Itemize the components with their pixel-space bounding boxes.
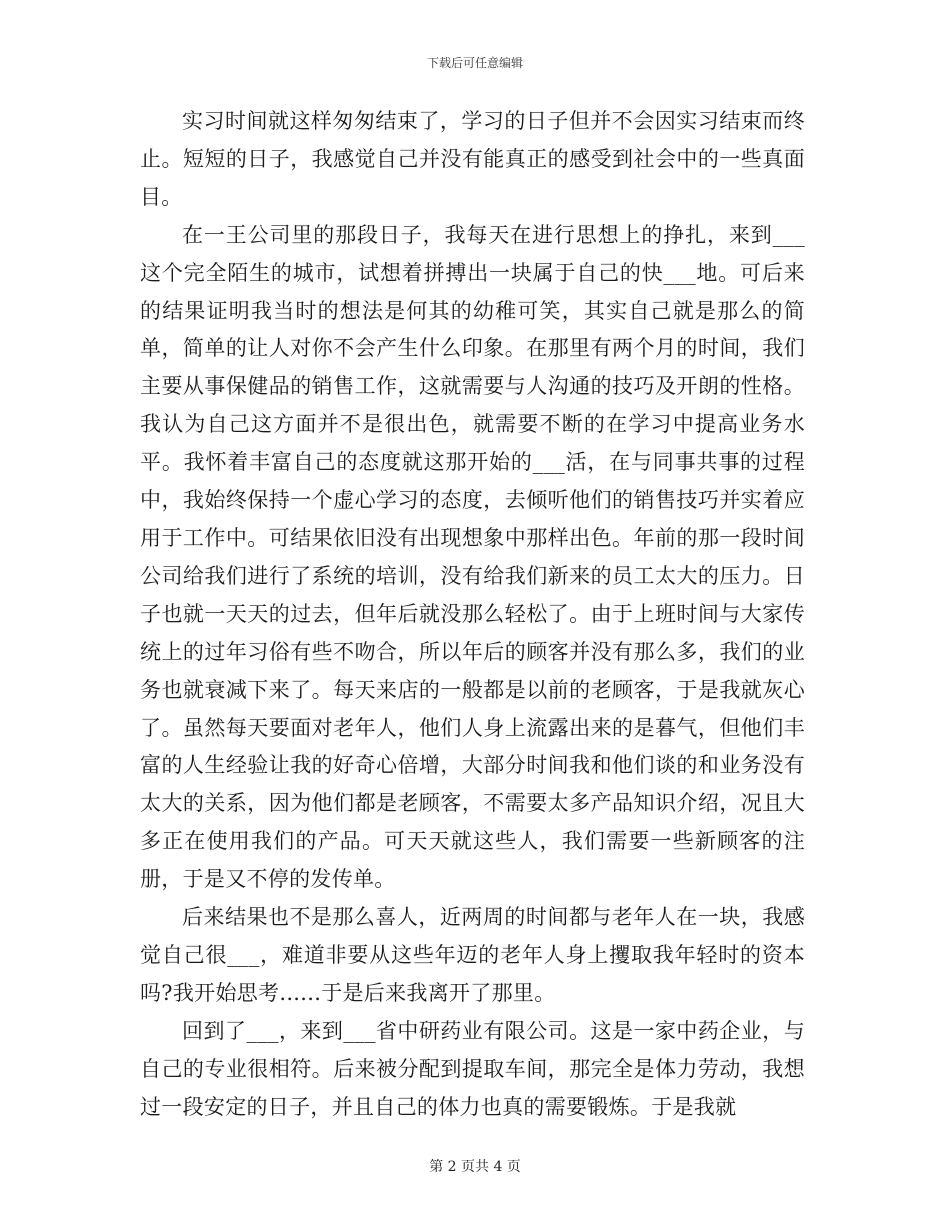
document-body: [140, 103, 805, 1126]
paragraph-4: 回到了___，来到___省中研药业有限公司。这是一家中药企业，与自己的专业很相符。后来被分配到提取车间，那完全是体力劳动，我想过一段安定的日子，并且自己的体力也真的需要锻炼。于是我就: [140, 1018, 805, 1119]
paragraph-2: 在一王公司里的那段日子，我每天在进行思想上的挣扎，来到___这个完全陌生的城市，试想着拼搏出一块属于自己的快___地。可后来的结果证明我当时的想法是何其的幼稚可笑，其实自己就是那么的简单，简单的让人对你不会产生什么印象。在那里有两个月的时间，我们主要从事保健品的销售工作，这就需要与人沟通的技巧及开朗的性格。我认为自己这方面并不是很出色，就需要不断的在学习中提高业务水平。我怀着丰富自己的态度就这那开始的___活，在与同事共事的过程中，我始终保持一个虚心学习的态度，去倾听他们的销售技巧并实着应用于工作中。可结果依旧没有出现想象中那样出色。年前的那一段时间公司给我们进行了系统的培训，没有给我们新来的员工太大的压力。日子也就一天天的过去，但年后就没那么轻松了。由于上班时间与大家传统上的过年习俗有些不吻合，所以年后的顾客并没有那么多，我们的业务也就衰减下来了。每天来店的一般都是以前的老顾客，于是我就灰心了。虽然每天要面对老年人，他们人身上流露出来的是暮气，但他们丰富的人生经验让我的好奇心倍增，大部分时间我和他们谈的和业务没有太大的关系，因为他们都是老顾客，不需要太多产品知识介绍，况且大多正在使用我们的产品。可天天就这些人，我们需要一些新顾客的注册，于是又不停的发传单。: [140, 222, 805, 892]
page-footer: 第 2 页共 4 页: [429, 1159, 521, 1175]
paragraph-3: 后来结果也不是那么喜人，近两周的时间都与老年人在一块，我感觉自己很___，难道非要从这些年迈的老年人身上攫取我年轻时的资本吗?我开始思考......于是后来我离开了那里。: [140, 905, 805, 1005]
paragraph-1: 实习时间就这样匆匆结束了，学习的日子但并不会因实习结束而终止。短短的日子，我感觉自己并没有能真正的感受到社会中的一些真面目。: [140, 109, 805, 209]
page-header: 下载后可任意编辑: [426, 56, 523, 70]
